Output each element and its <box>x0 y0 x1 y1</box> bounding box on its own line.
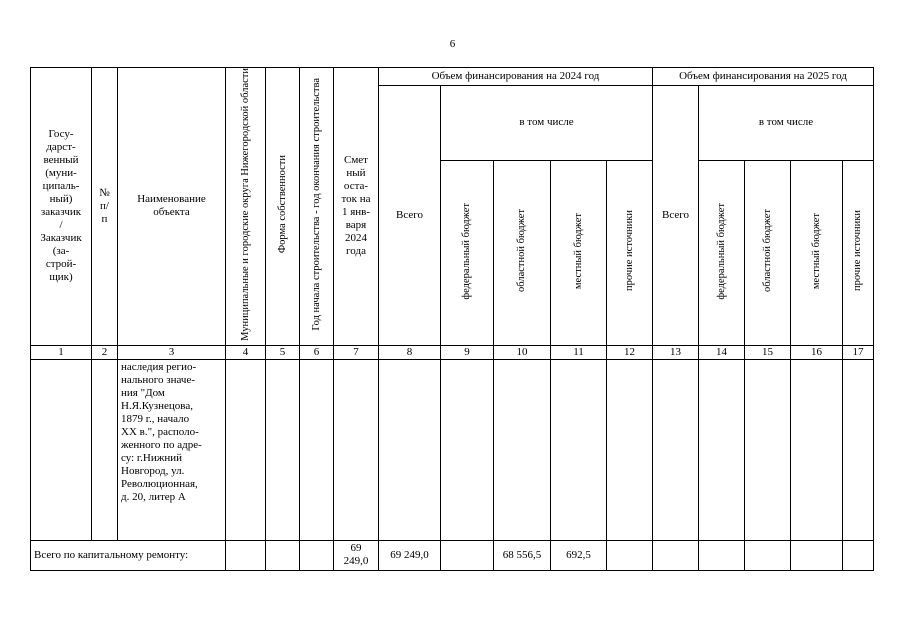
object-customer-cell <box>31 359 92 540</box>
object-cell <box>745 359 791 540</box>
header-federal-2024: федеральный бюджет <box>461 202 472 300</box>
total-cell <box>226 540 266 570</box>
header-total-2024: Всего <box>379 86 441 346</box>
header-federal-2025: федеральный бюджет <box>715 202 727 300</box>
header-local-2025: местный бюджет <box>810 212 822 289</box>
total-cell <box>266 540 300 570</box>
object-cell <box>699 359 745 540</box>
column-number: 3 <box>118 345 226 359</box>
total-cell <box>843 540 874 570</box>
object-cell <box>300 359 334 540</box>
header-local-2025-cell <box>791 160 843 345</box>
column-number: 9 <box>441 345 494 359</box>
object-cell <box>551 359 607 540</box>
header-regional-2024: областной бюджет <box>516 209 527 293</box>
column-number: 4 <box>226 345 266 359</box>
header-regional-2025-cell <box>745 160 791 345</box>
total-cell <box>653 540 699 570</box>
object-cell <box>791 359 843 540</box>
header-total-2025: Всего <box>653 86 699 346</box>
column-number: 6 <box>300 345 334 359</box>
total-2024: 69 249,0 <box>379 540 441 570</box>
object-cell <box>843 359 874 540</box>
header-other-2024-cell <box>607 160 653 345</box>
object-name: наследия регио- нального значе- ния "Дом Н.Я.Кузнецова, 1879 г., начало XX в.", располо- женного по адре- су: г.Нижний Новгород, ул. Революционная, д. 20, литер А <box>118 359 226 540</box>
header-including-2024: в том числе <box>441 86 653 161</box>
object-cell <box>441 359 494 540</box>
object-cell <box>226 359 266 540</box>
column-number: 12 <box>607 345 653 359</box>
column-number-row <box>31 345 874 359</box>
object-cell <box>653 359 699 540</box>
header-including-2025: в том числе <box>699 86 874 161</box>
header-ownership-cell <box>266 68 300 346</box>
header-federal-2025-cell <box>699 160 745 345</box>
object-cell <box>379 359 441 540</box>
total-label: Всего по капитальному ремонту: <box>31 540 226 570</box>
column-number: 7 <box>334 345 379 359</box>
column-number: 16 <box>791 345 843 359</box>
total-cell <box>441 540 494 570</box>
total-regional-2024: 68 556,5 <box>494 540 551 570</box>
header-municipal-cell <box>226 68 266 346</box>
column-number: 8 <box>379 345 441 359</box>
column-number: 15 <box>745 345 791 359</box>
header-customer: Госу- дарст- венный (муни- ципаль- ный) заказчик / Заказчик (за- строй- щик) <box>31 68 92 346</box>
header-other-2025: прочие источники <box>852 210 863 292</box>
header-other-2025-cell <box>843 160 874 345</box>
header-municipal: Муниципальные и городские округа Нижегородской области <box>239 68 251 341</box>
column-number: 2 <box>92 345 118 359</box>
header-fin-2025: Объем финансирования на 2025 год <box>653 68 874 86</box>
column-number: 17 <box>843 345 874 359</box>
header-fin-2024: Объем финансирования на 2024 год <box>379 68 653 86</box>
header-estimate: Смет ный оста- ток на 1 янв- варя 2024 года <box>334 68 379 346</box>
header-regional-2024-cell <box>494 160 551 345</box>
total-cell <box>791 540 843 570</box>
total-row <box>31 540 874 570</box>
total-cell <box>300 540 334 570</box>
header-object-name: Наименование объекта <box>118 68 226 346</box>
object-cell <box>266 359 300 540</box>
total-local-2024: 692,5 <box>551 540 607 570</box>
total-estimate: 69 249,0 <box>334 540 379 570</box>
column-number: 5 <box>266 345 300 359</box>
header-years: Год начала строительства - год окончания строительства <box>310 78 322 331</box>
column-number: 14 <box>699 345 745 359</box>
header-federal-2024-cell <box>441 160 494 345</box>
total-cell <box>607 540 653 570</box>
financing-table <box>30 67 874 571</box>
header-other-2024: прочие источники <box>623 210 635 292</box>
total-cell <box>745 540 791 570</box>
object-cell <box>607 359 653 540</box>
header-ownership: Форма собственности <box>276 155 288 254</box>
column-number: 11 <box>551 345 607 359</box>
total-cell <box>699 540 745 570</box>
header-local-2024-cell <box>551 160 607 345</box>
page-number: 6 <box>449 38 456 50</box>
column-number: 13 <box>653 345 699 359</box>
object-cell <box>494 359 551 540</box>
header-regional-2025: областной бюджет <box>761 209 773 293</box>
object-row <box>31 359 874 540</box>
column-number: 10 <box>494 345 551 359</box>
header-num: № п/ п <box>92 68 118 346</box>
object-cell <box>334 359 379 540</box>
header-years-cell <box>300 68 334 346</box>
column-number: 1 <box>31 345 92 359</box>
header-local-2024: местный бюджет <box>572 212 584 289</box>
object-num-cell <box>92 359 118 540</box>
